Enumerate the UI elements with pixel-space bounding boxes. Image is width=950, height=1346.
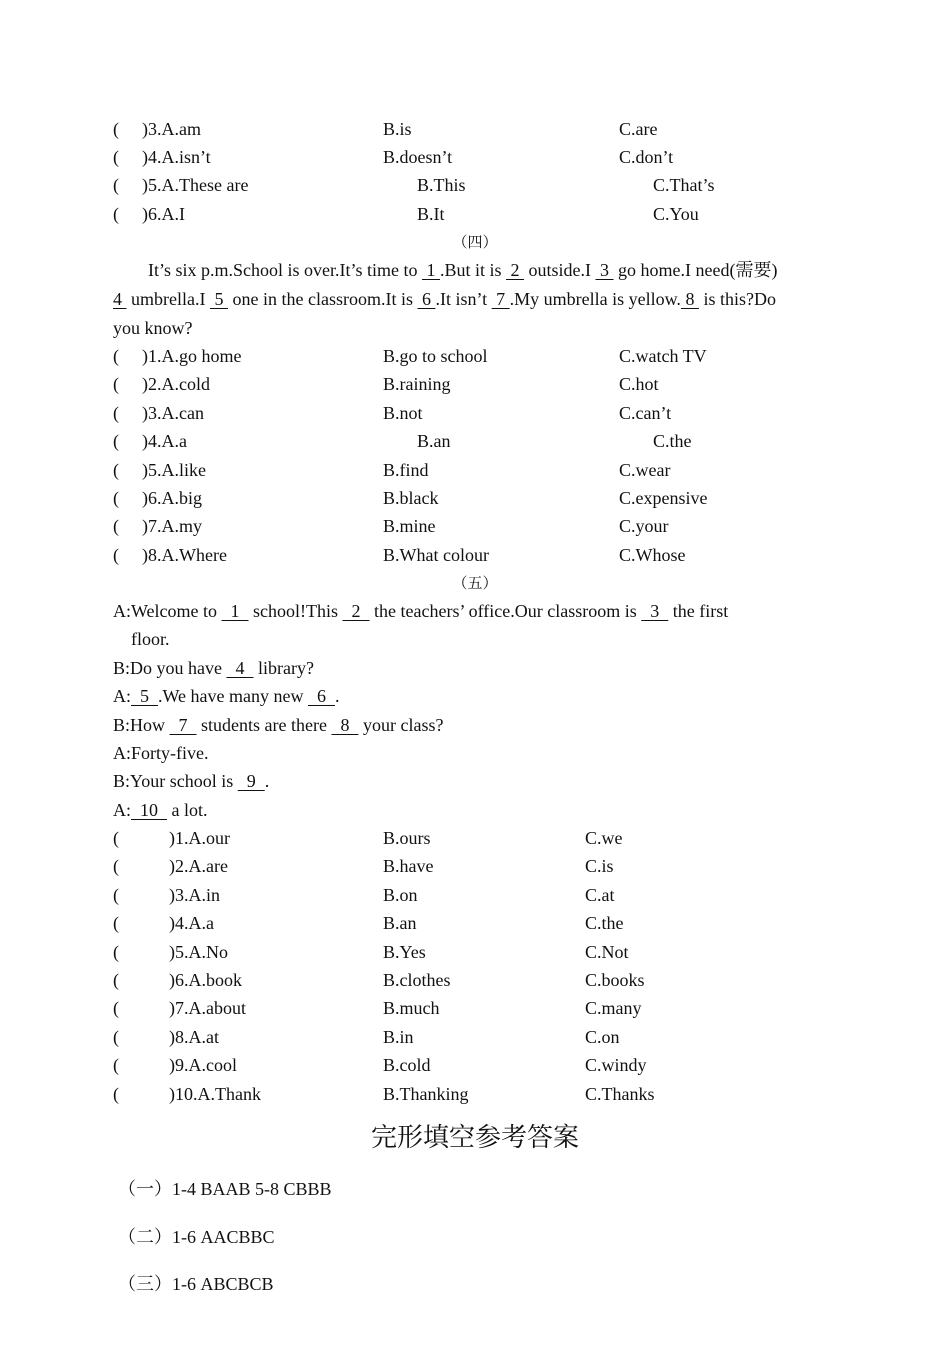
dialogue-line: A:Welcome to 1 school!This 2 the teachers’ office.Our classroom is 3 the first [113, 601, 729, 621]
option-c: C.your [619, 516, 669, 537]
dialogue-line: A: 5 .We have many new 6 . [113, 686, 340, 706]
question-row: ( )4.A.a [113, 913, 214, 934]
option-b: B.go to school [383, 346, 488, 366]
question-row: ( )3.A.am [113, 119, 201, 139]
question-row: ( )5.A.No [113, 941, 228, 962]
answer-row: （三）1-6 ABCBCB [118, 1274, 274, 1295]
option-c: C.the [653, 431, 692, 452]
option-c: C.expensive [619, 488, 708, 508]
option-c: C.many [585, 998, 642, 1019]
option-a: A.my [161, 516, 202, 537]
question-row: ( )6.A.I [113, 204, 185, 224]
option-b: B.Thanking [383, 1083, 469, 1104]
option-a: A.go home [161, 346, 242, 366]
option-b: B.clothes [383, 970, 451, 990]
question-row: ( )8.A.at [113, 1026, 219, 1047]
option-c: C.Whose [619, 544, 686, 565]
question-row: ( )6.A.big [113, 488, 202, 508]
option-a: A.book [188, 970, 242, 990]
option-c: C.wear [619, 459, 671, 480]
question-row: ( )6.A.book [113, 970, 242, 990]
option-c: C.books [585, 970, 645, 990]
answer-row: （一）1-4 BAAB 5-8 CBBB [118, 1179, 332, 1200]
option-a: A.like [161, 459, 206, 480]
option-a: A.at [188, 1026, 219, 1047]
dialogue-line: floor. [131, 629, 170, 649]
option-c: C.at [585, 884, 615, 905]
option-c: C.are [619, 119, 658, 139]
passage-line: It’s six p.m.School is over.It’s time to 1 .But it is 2 outside.I 3 go home.I need(需要) [148, 260, 778, 280]
option-c: C.Not [585, 941, 629, 962]
option-c: C.can’t [619, 402, 672, 423]
option-b: B.on [383, 884, 418, 905]
option-a: A.big [161, 488, 202, 508]
question-row: ( )10.A.Thank [113, 1083, 261, 1104]
option-b: B.doesn’t [383, 147, 453, 167]
option-a: A.Thank [197, 1083, 261, 1104]
option-b: B.an [417, 431, 451, 452]
option-b: B.not [383, 402, 423, 423]
question-row: ( )4.A.a [113, 431, 187, 452]
passage-line: you know? [113, 318, 193, 338]
question-row: ( )7.A.about [113, 998, 246, 1019]
question-row: ( )2.A.are [113, 856, 228, 877]
option-c: C.we [585, 828, 623, 848]
question-row: ( )1.A.go home [113, 346, 242, 366]
option-b: B.mine [383, 516, 436, 537]
option-b: B.Yes [383, 941, 426, 962]
option-a: A.about [188, 998, 246, 1019]
option-a: A.cool [188, 1055, 237, 1076]
option-a: A.in [188, 884, 220, 905]
option-b: B.This [417, 175, 466, 195]
section-heading-5: （五） [452, 574, 498, 592]
question-row: ( )3.A.in [113, 884, 220, 905]
dialogue-line: B:How 7 students are there 8 your class? [113, 715, 444, 735]
option-a: A.Where [161, 544, 227, 565]
option-c: C.the [585, 913, 624, 934]
option-c: C.is [585, 856, 614, 877]
option-c: C.That’s [653, 175, 715, 195]
option-b: B.It [417, 204, 445, 224]
dialogue-line: B:Do you have 4 library? [113, 658, 314, 678]
option-b: B.an [383, 913, 417, 934]
question-row: ( )4.A.isn’t [113, 147, 211, 167]
dialogue-line: A: 10 a lot. [113, 800, 208, 820]
option-b: B.find [383, 459, 429, 480]
option-c: C.on [585, 1026, 620, 1047]
option-c: C.You [653, 204, 699, 224]
question-row: ( )1.A.our [113, 828, 230, 848]
option-a: A.No [188, 941, 228, 962]
option-b: B.cold [383, 1055, 431, 1076]
question-row: ( )2.A.cold [113, 374, 210, 395]
option-c: C.Thanks [585, 1083, 655, 1104]
question-row: ( )7.A.my [113, 516, 202, 537]
option-c: C.windy [585, 1055, 647, 1076]
option-b: B.What colour [383, 544, 489, 565]
option-b: B.in [383, 1026, 414, 1047]
option-c: C.watch TV [619, 346, 707, 366]
passage-line: 4 umbrella.I 5 one in the classroom.It is 6 .It isn’t 7 .My umbrella is yellow. 8 is this?Do [113, 289, 776, 309]
dialogue-line: B:Your school is 9 . [113, 771, 270, 791]
option-c: C.hot [619, 374, 659, 395]
answers-title: 完形填空参考答案 [370, 1123, 579, 1153]
section-heading-4: （四） [452, 233, 498, 251]
option-b: B.have [383, 856, 434, 877]
option-a: A.a [188, 913, 214, 934]
dialogue-line: A:Forty-five. [113, 743, 209, 763]
option-b: B.ours [383, 828, 431, 848]
option-a: A.cold [161, 374, 210, 395]
option-a: A.can [161, 402, 204, 423]
option-c: C.don’t [619, 147, 674, 167]
option-b: B.raining [383, 374, 451, 395]
question-row: ( )9.A.cool [113, 1055, 237, 1076]
option-a: A.a [161, 431, 187, 452]
question-row: ( )3.A.can [113, 402, 204, 423]
answer-row: （二）1-6 AACBBC [118, 1227, 275, 1248]
option-b: B.black [383, 488, 439, 508]
option-a: A.are [188, 856, 228, 877]
question-row: ( )8.A.Where [113, 544, 227, 565]
option-a: A.our [188, 828, 230, 848]
option-b: B.much [383, 998, 440, 1019]
question-row: ( )5.A.These are [113, 175, 249, 195]
option-b: B.is [383, 119, 412, 139]
question-row: ( )5.A.like [113, 459, 206, 480]
